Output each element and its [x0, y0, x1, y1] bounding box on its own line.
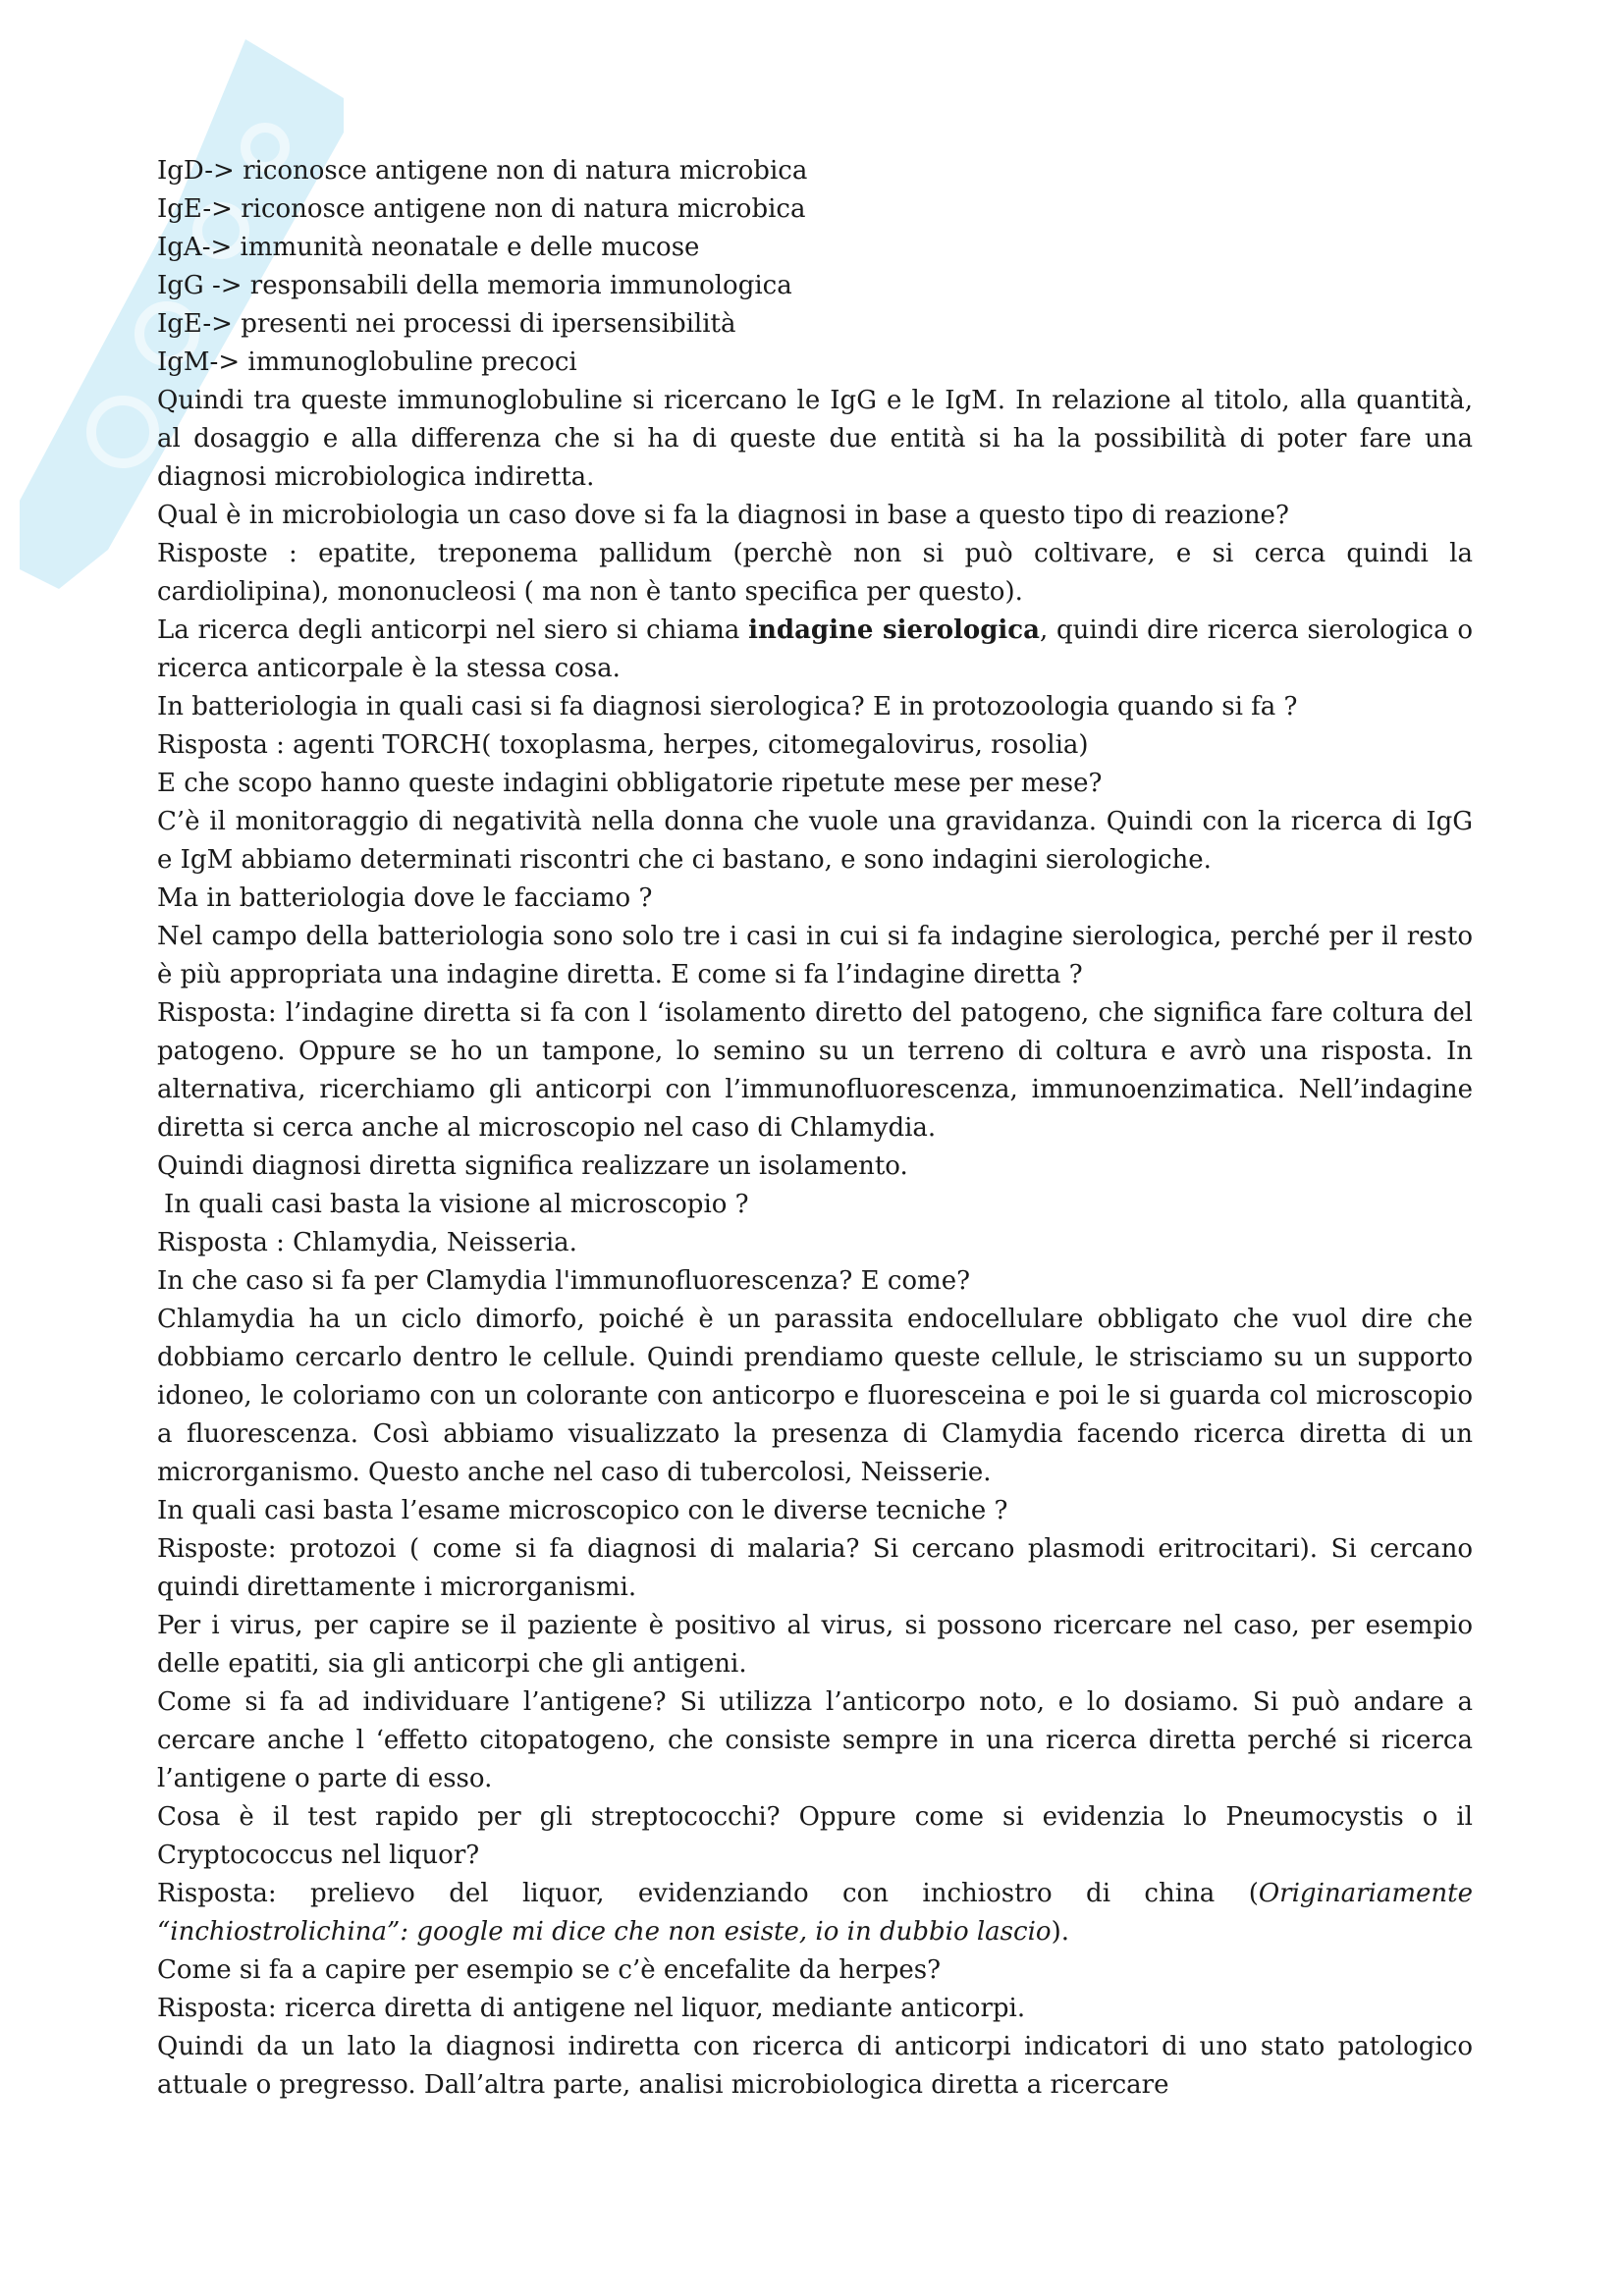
question: In che caso si fa per Clamydia l'immunofluorescenza? E come?: [157, 1266, 971, 1296]
question: Qual è in microbiologia un caso dove si fa la diagnosi in base a questo tipo di reazione?: [157, 501, 1289, 530]
answer: Risposte : epatite, treponema pallidum (perchè non si può coltivare, e si cerca quindi la cardiolipina), mononucleosi ( ma non è tanto specifica per questo).: [157, 539, 1473, 607]
paragraph: Quindi da un lato la diagnosi indiretta con ricerca di anticorpi indicatori di uno stato patologico attuale o pregresso. Dall’altra parte, analisi microbiologica diretta a ricercare: [157, 2032, 1473, 2100]
italic-note: Originariamente “inchiostrolichina”: google mi dice che non esiste, io in dubbio lascio: [157, 1879, 1473, 1947]
answer: Risposta : Chlamydia, Neisseria.: [157, 1228, 577, 1257]
paragraph: Quindi tra queste immunoglobuline si ricercano le IgG e le IgM. In relazione al titolo, alla quantità, al dosaggio e alla differenza che si ha di queste due entità si ha la possibilità di poter fare una diagnosi microbiologica indiretta.: [157, 386, 1473, 492]
paragraph: Per i virus, per capire se il paziente è positivo al virus, si possono ricercare nel caso, per esempio delle epatiti, sia gli anticorpi che gli antigeni.: [157, 1611, 1473, 1679]
paragraph-text: La ricerca degli anticorpi nel siero si chiama: [157, 615, 749, 645]
paragraph-text: Risposta: prelievo del liquor, evidenziando con inchiostro di china (: [157, 1879, 1259, 1908]
paragraph: Nel campo della batteriologia sono solo tre i casi in cui si fa indagine sierologica, perché per il resto è più appropriata una indagine diretta. E come si fa l’indagine diretta ?: [157, 922, 1473, 989]
question: E che scopo hanno queste indagini obbligatorie ripetute mese per mese?: [157, 769, 1103, 798]
paragraph: Quindi diagnosi diretta significa realizzare un isolamento.: [157, 1151, 908, 1181]
document-body: [157, 152, 1473, 2105]
paragraph: Come si fa ad individuare l’antigene? Si utilizza l’anticorpo noto, e lo dosiamo. Si può andare a cercare anche l ‘effetto citopatogeno, che consiste sempre in una ricerca diretta perché si ricerca l’antigene o parte di esso.: [157, 1687, 1473, 1793]
answer: Risposta : agenti TORCH( toxoplasma, herpes, citomegalovirus, rosolia): [157, 730, 1089, 760]
paragraph-text: , quindi dire ricerca sierologica o ricerca anticorpale è la stessa cosa.: [157, 615, 1473, 683]
text-line: IgA-> immunità neonatale e delle mucose: [157, 233, 700, 262]
question: In quali casi basta l’esame microscopico con le diverse tecniche ?: [157, 1496, 1008, 1525]
text-line: IgM-> immunoglobuline precoci: [157, 347, 577, 377]
question: Ma in batteriologia dove le facciamo ?: [157, 883, 653, 913]
text-line: IgG -> responsabili della memoria immunologica: [157, 271, 792, 300]
question: Come si fa a capire per esempio se c’è encefalite da herpes?: [157, 1955, 942, 1985]
paragraph-text: ).: [1051, 1917, 1069, 1947]
paragraph: C’è il monitoraggio di negatività nella donna che vuole una gravidanza. Quindi con la ricerca di IgG e IgM abbiamo determinati riscontri che ci bastano, e sono indagini sierologiche.: [157, 807, 1473, 875]
text-line: IgE-> presenti nei processi di ipersensibilità: [157, 309, 736, 339]
bold-term: indagine sierologica: [748, 615, 1040, 645]
answer: Risposte: protozoi ( come si fa diagnosi di malaria? Si cercano plasmodi eritrocitari). Si cercano quindi direttamente i microrganismi.: [157, 1534, 1473, 1602]
question: In batteriologia in quali casi si fa diagnosi sierologica? E in protozoologia quando si fa ?: [157, 692, 1298, 721]
text-line: IgE-> riconosce antigene non di natura microbica: [157, 194, 806, 224]
paragraph: Chlamydia ha un ciclo dimorfo, poiché è un parassita endocellulare obbligato che vuol dire che dobbiamo cercarlo dentro le cellule. Quindi prendiamo queste cellule, le strisciamo su un supporto idoneo, le coloriamo con un colorante con anticorpo e fluoresceina e poi le si guarda col microscopio a fluorescenza. Così abbiamo visualizzato la presenza di Clamydia facendo ricerca diretta di un microrganismo. Questo anche nel caso di tubercolosi, Neisserie.: [157, 1305, 1473, 1487]
paragraph: [157, 612, 1473, 688]
question: Cosa è il test rapido per gli streptococchi? Oppure come si evidenzia lo Pneumocystis o il Cryptococcus nel liquor?: [157, 1802, 1473, 1870]
question: In quali casi basta la visione al microscopio ?: [164, 1190, 749, 1219]
text-line: IgD-> riconosce antigene non di natura microbica: [157, 156, 808, 186]
answer: Risposta: l’indagine diretta si fa con l ‘isolamento diretto del patogeno, che significa fare coltura del patogeno. Oppure se ho un tampone, lo semino su un terreno di coltura e avrò una risposta. In alternativa, ricerchiamo gli anticorpi con l’immunofluorescenza, immunoenzimatica. Nell’indagine diretta si cerca anche al microscopio nel caso di Chlamydia.: [157, 998, 1473, 1143]
answer: Risposta: ricerca diretta di antigene nel liquor, mediante anticorpi.: [157, 1994, 1026, 2023]
answer: [157, 1875, 1473, 1951]
